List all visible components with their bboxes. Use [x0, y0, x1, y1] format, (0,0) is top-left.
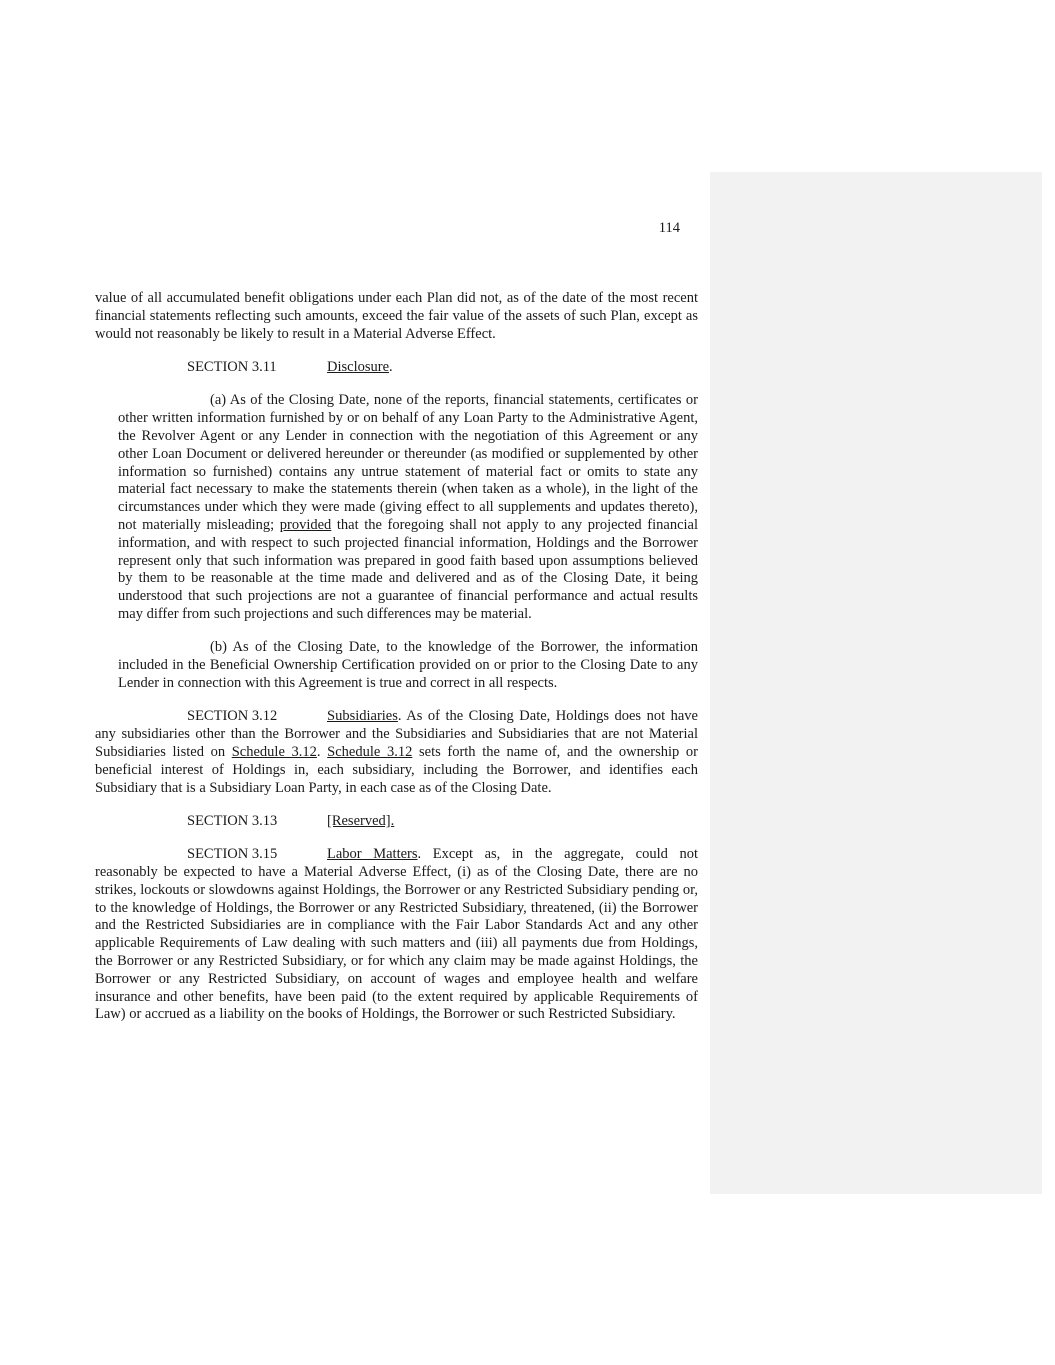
section-number: SECTION 3.15 — [187, 846, 278, 863]
section-title: Subsidiaries — [327, 708, 398, 725]
section-title: Labor Matters — [327, 846, 418, 863]
document-body — [95, 290, 698, 1040]
section-3-13-heading — [95, 813, 698, 831]
provided-term: provided — [279, 516, 332, 533]
comment-pane — [710, 172, 1042, 1194]
section-3-15: SECTION 3.15 Labor Matters. Except as, in the aggregate, could not reasonably be expected to have a Material Adverse Effect, (i) as of the Closing Date, there are no strikes, lockouts or slowdowns against Holdings, the Borrower or any Restricted Subsidiary pending or, to the knowledge of Holdings, the Borrower or any Restricted Subsidiary, threatened, (ii) the Borrower and the Restricted Subsidiaries are in compliance with the Fair Labor Standards Act and any other applicable Requirements of Law dealing with such matters and (iii) all payments due from Holdings, the Borrower or any Restricted Subsidiary, or for which any claim may be made against Holdings, the Borrower or any Restricted Subsidiary, on account of wages and employee health and welfare insurance and other benefits, have been paid (to the extent required by applicable Requirements of Law) or accrued as a liability on the books of Holdings, the Borrower or such Restricted Subsidiary. — [95, 846, 698, 1023]
schedule-reference: Schedule 3.12 — [327, 743, 413, 760]
section-3-11-a: (a) As of the Closing Date, none of the reports, financial statements, certificates or other written information furnished by or on behalf of any Loan Party to the Administrative Agent, the Revolver Agent or any Lender in connection with the negotiation of this Agreement or any other Loan Document or delivered hereunder or thereunder (as modified or supplemented by other information so furnished) contains any untrue statement of material fact or omits to state any material fact necessary to make the statements therein (when taken as a whole), in the light of the circumstances under which they were made (giving effect to all supplements and updates thereto), not materially misleading; provided that the foregoing shall not apply to any projected financial information, and with respect to such projected financial information, Holdings and the Borrower represent only that such information was prepared in good faith based upon assumptions believed by them to be reasonable at the time made and delivered and as of the Closing Date, it being understood that such projections are not a guarantee of financial performance and actual results may differ from such projections and such differences may be material. — [118, 392, 698, 622]
section-number: SECTION 3.12 — [187, 708, 278, 725]
section-title: [Reserved]. — [327, 812, 395, 829]
paragraph-continuation: value of all accumulated benefit obligations under each Plan did not, as of the date of the most recent financial statements reflecting such amounts, exceed the fair value of the assets of such Plan, except as would not reasonably be likely to result in a Material Adverse Effect. — [95, 290, 698, 342]
section-3-12: SECTION 3.12 Subsidiaries. As of the Closing Date, Holdings does not have any subsidiaries other than the Borrower and the Subsidiaries and Subsidiaries that are not Material Subsidiaries listed on Schedule 3.12. Schedule 3.12 sets forth the name of, and the ownership or beneficial interest of Holdings in, each subsidiary, including the Borrower, and identifies each Subsidiary that is a Subsidiary Loan Party, in each case as of the Closing Date. — [95, 708, 698, 796]
section-3-11-heading: SECTION 3.11 Disclosure. — [187, 358, 393, 375]
page-number: 114 — [658, 220, 680, 236]
section-title: Disclosure — [327, 358, 390, 375]
section-number: SECTION 3.13 — [187, 812, 278, 829]
section-3-11-b: (b) As of the Closing Date, to the knowledge of the Borrower, the information included in the Beneficial Ownership Certification provided on or prior to the Closing Date to any Lender in connection with this Agreement is true and correct in all respects. — [118, 639, 698, 691]
section-number: SECTION 3.11 — [187, 358, 277, 375]
schedule-reference: Schedule 3.12 — [231, 743, 317, 760]
